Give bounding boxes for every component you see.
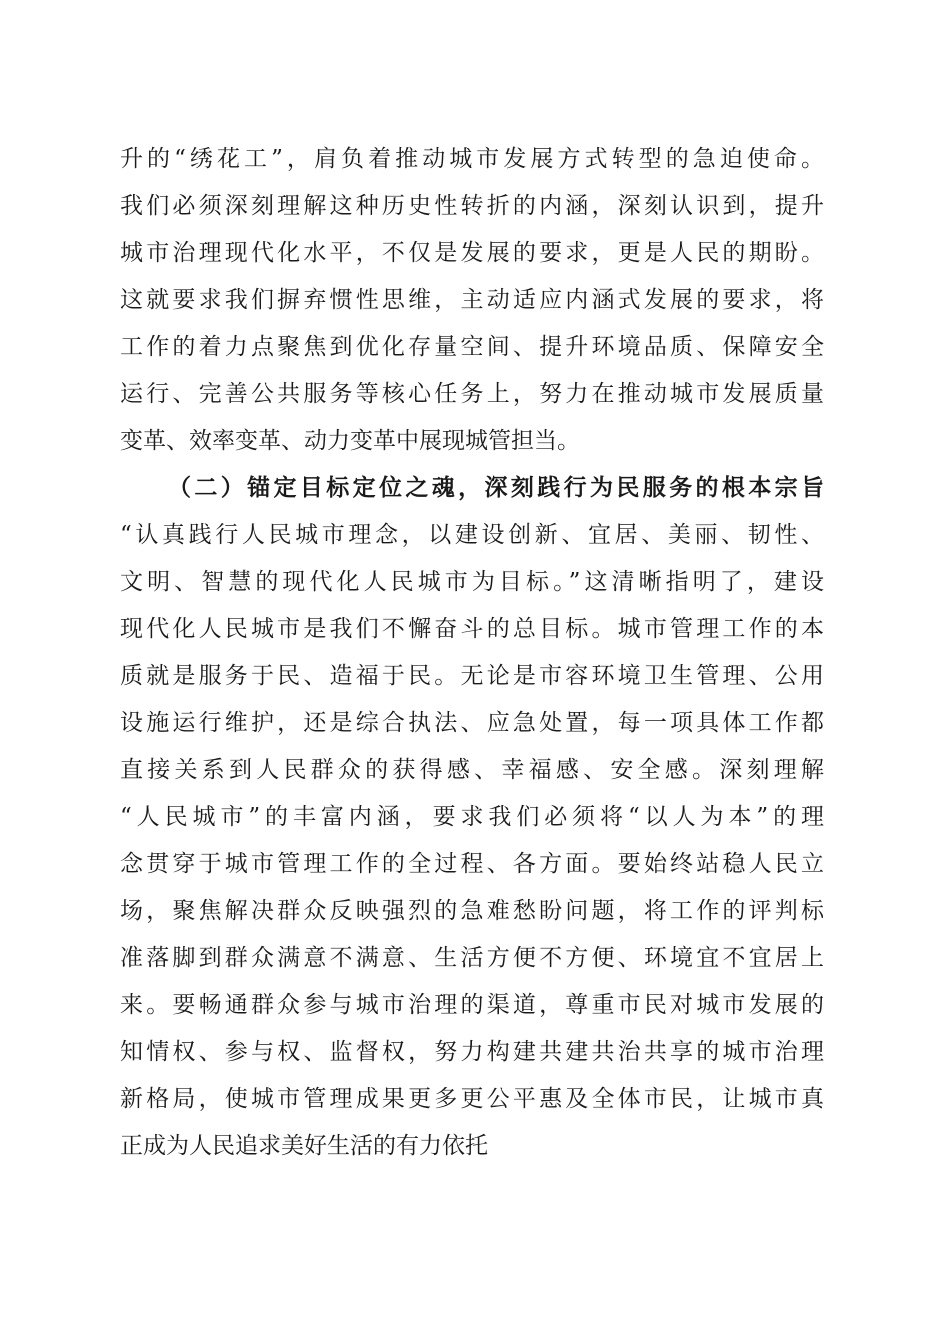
section-heading: （二）锚定目标定位之魂，深刻践行为民服务的根本宗旨 — [168, 474, 824, 501]
text-line: 准落脚到群众满意不满意、生活方便不方便、环境宜不宜居上 — [120, 945, 824, 971]
text-line: 直接关系到人民群众的获得感、幸福感、安全感。深刻理解 — [120, 757, 824, 783]
text-line: 新格局，使城市管理成果更多更公平惠及全体市民，让城市真 — [120, 1086, 824, 1112]
text-line: “认真践行人民城市理念，以建设创新、宜居、美丽、韧性、 — [120, 522, 824, 548]
text-line: 城市治理现代化水平，不仅是发展的要求，更是人民的期盼。 — [120, 240, 824, 266]
text-line: “人民城市”的丰富内涵，要求我们必须将“以人为本”的理 — [120, 804, 824, 830]
text-line: 这就要求我们摒弃惯性思维，主动适应内涵式发展的要求，将 — [120, 287, 824, 313]
text-line: 工作的着力点聚焦到优化存量空间、提升环境品质、保障安全 — [120, 334, 824, 360]
text-line: 知情权、参与权、监督权，努力构建共建共治共享的城市治理 — [120, 1039, 824, 1065]
text-line: 质就是服务于民、造福于民。无论是市容环境卫生管理、公用 — [120, 663, 824, 689]
text-line: 运行、完善公共服务等核心任务上，努力在推动城市发展质量 — [120, 381, 824, 407]
text-line: 我们必须深刻理解这种历史性转折的内涵，深刻认识到，提升 — [120, 193, 824, 219]
text-line: 变革、效率变革、动力变革中展现城管担当。 — [120, 428, 580, 454]
text-line: 设施运行维护，还是综合执法、应急处置，每一项具体工作都 — [120, 710, 824, 736]
text-line: 场，聚焦解决群众反映强烈的急难愁盼问题，将工作的评判标 — [120, 898, 824, 924]
text-line: 来。要畅通群众参与城市治理的渠道，尊重市民对城市发展的 — [120, 992, 824, 1018]
text-line: 正成为人民追求美好生活的有力依托 — [120, 1133, 488, 1159]
text-line: 升的“绣花工”，肩负着推动城市发展方式转型的急迫使命。 — [120, 146, 824, 172]
text-line: 念贯穿于城市管理工作的全过程、各方面。要始终站稳人民立 — [120, 851, 824, 877]
text-line: 现代化人民城市是我们不懈奋斗的总目标。城市管理工作的本 — [120, 616, 824, 642]
text-line: 文明、智慧的现代化人民城市为目标。”这清晰指明了，建设 — [120, 569, 824, 595]
